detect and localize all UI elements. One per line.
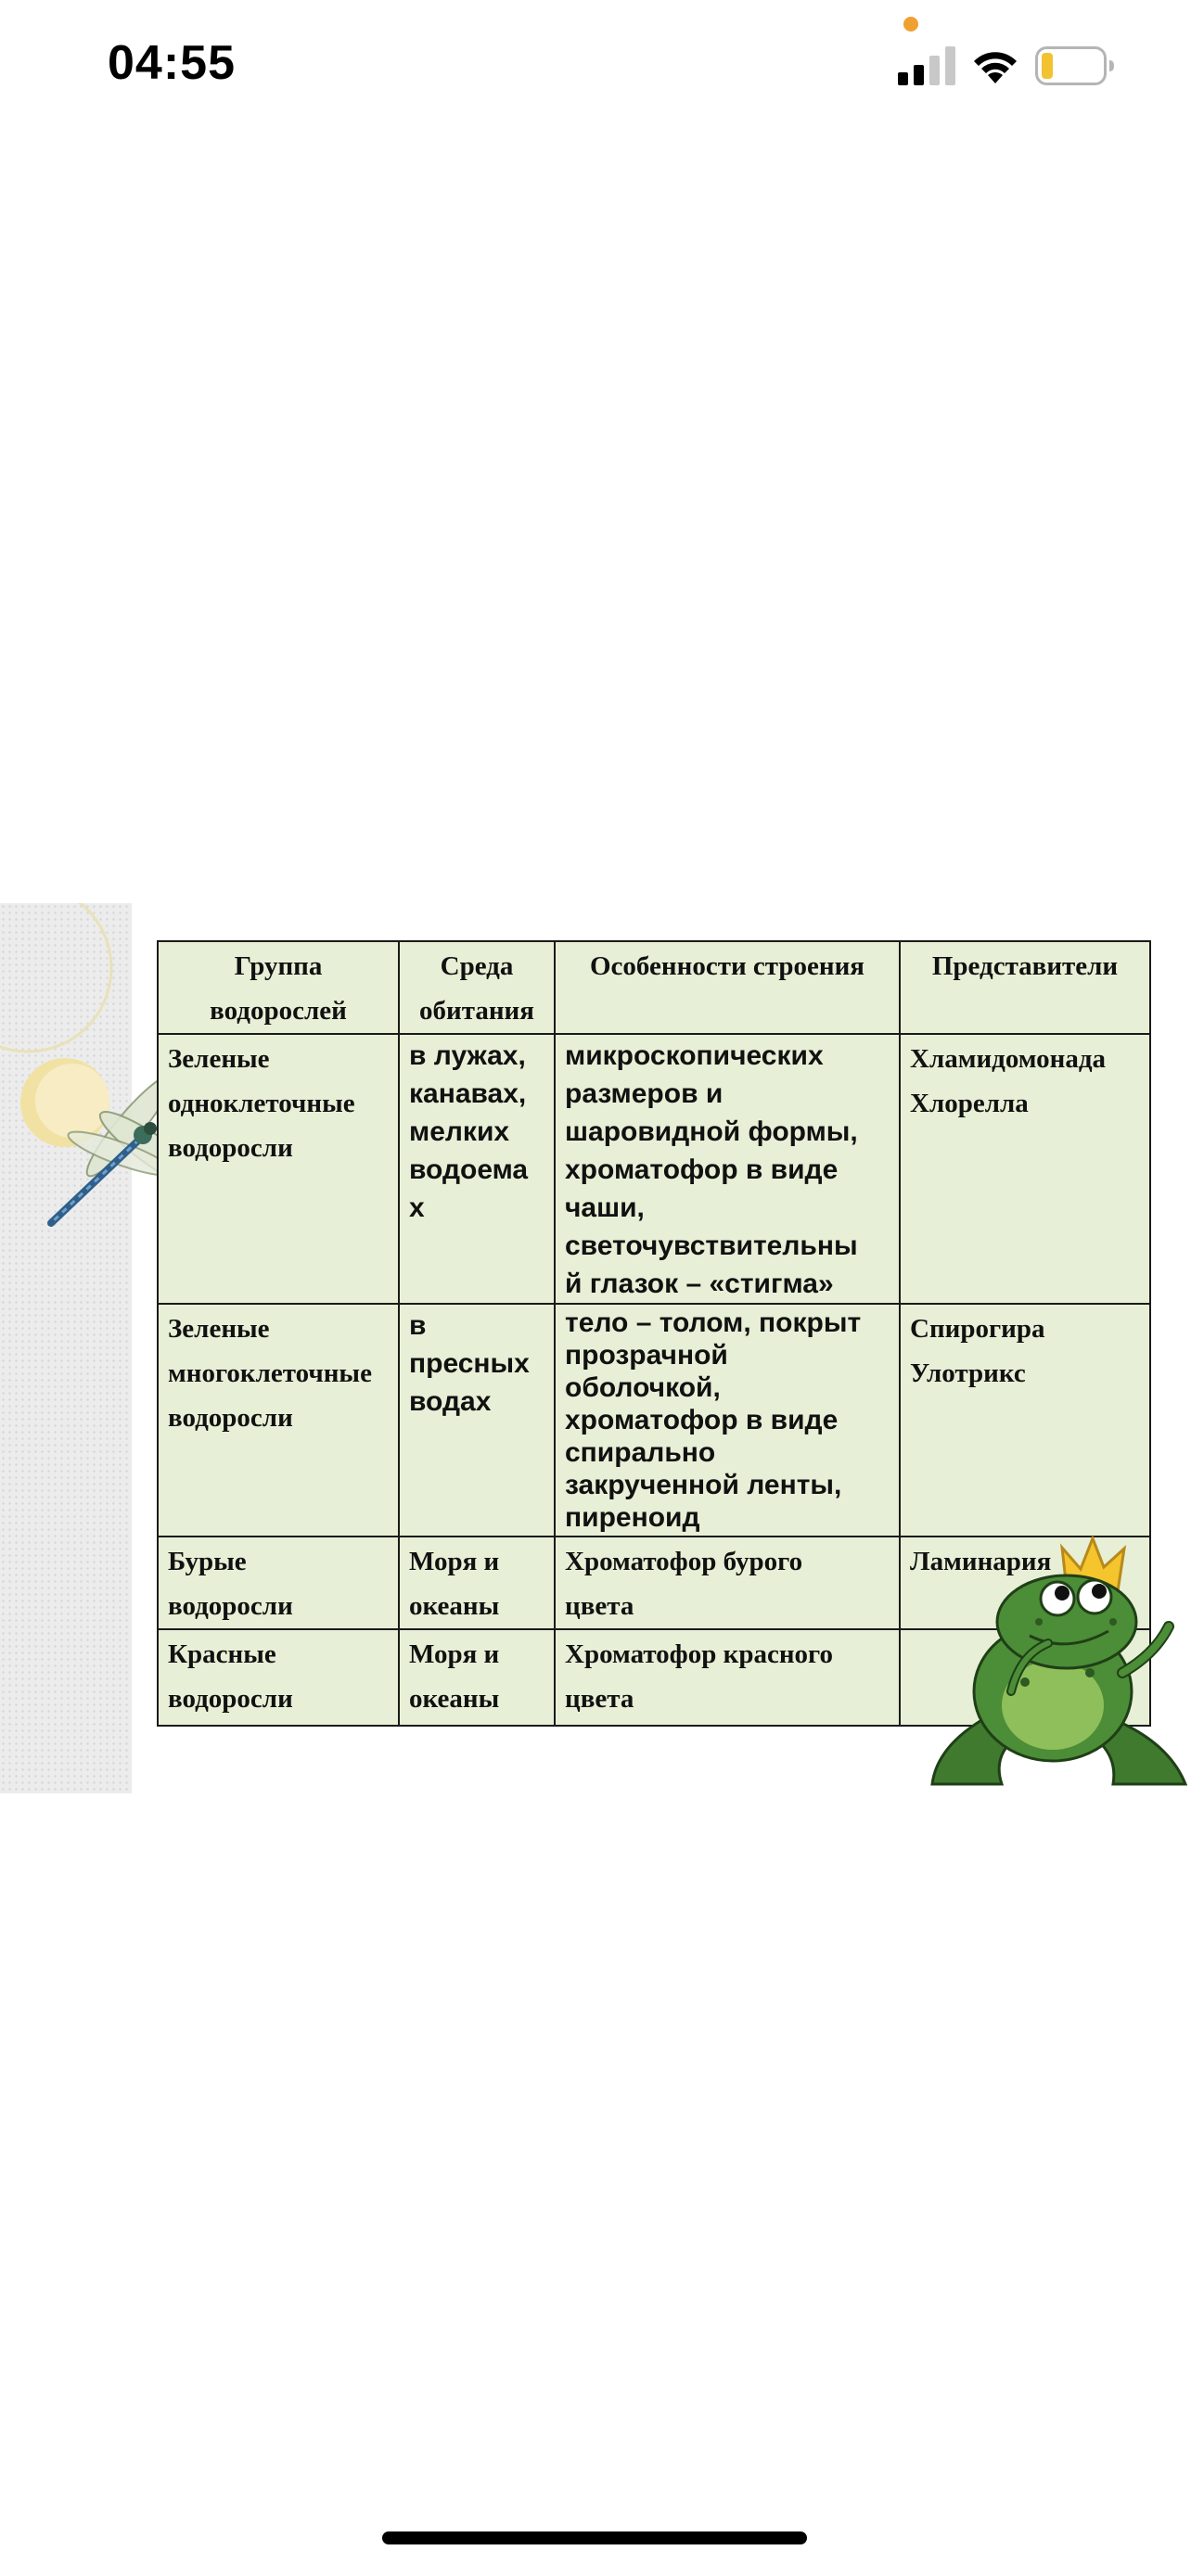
header-representatives: Представители [900,941,1150,1034]
cell-structure: тело – толом, покрыт прозрачной оболочкой, хроматофор в виде спирально закрученной ленты, пиреноид [555,1304,900,1537]
wifi-icon [970,46,1020,83]
cell-structure: Хроматофор бурого цвета [555,1537,900,1629]
cell-group: Зеленые одноклеточные водоросли [158,1034,399,1304]
cell-group: Зеленые многоклеточные водоросли [158,1304,399,1537]
cell-habitat: в пресных водах [399,1304,555,1537]
cell-group: Бурые водоросли [158,1537,399,1629]
notification-dot [903,17,918,32]
cell-representatives: Спирогира Улотрикс [900,1304,1150,1537]
status-time: 04:55 [108,36,236,90]
cell-structure: Хроматофор красного цвета [555,1629,900,1726]
cell-habitat: Моря и океаны [399,1537,555,1629]
cell-representatives: Хламидомонада Хлорелла [900,1034,1150,1304]
table-header-row [158,941,1150,1034]
slide-image [0,903,1191,1793]
header-structure: Особенности строения [555,941,900,1034]
cell-habitat: в лужах, канавах, мелких водоема х [399,1034,555,1304]
frog-prince-illustration [928,1534,1187,1793]
battery-low-icon [1035,46,1115,85]
cell-representatives: Ламинария [900,1537,1150,1629]
table-row [158,1304,1150,1537]
cell-habitat: Моря и океаны [399,1629,555,1726]
cell-structure: микроскопических размеров и шаровидной формы, хроматофор в виде чаши, светочувствительны й глазок – «стигма» [555,1034,900,1304]
header-group: Группа водорослей [158,941,399,1034]
table-row [158,1034,1150,1304]
cellular-signal-icon [898,46,955,85]
home-indicator[interactable] [382,2531,807,2544]
header-habitat: Среда обитания [399,941,555,1034]
cell-group: Красные водоросли [158,1629,399,1726]
